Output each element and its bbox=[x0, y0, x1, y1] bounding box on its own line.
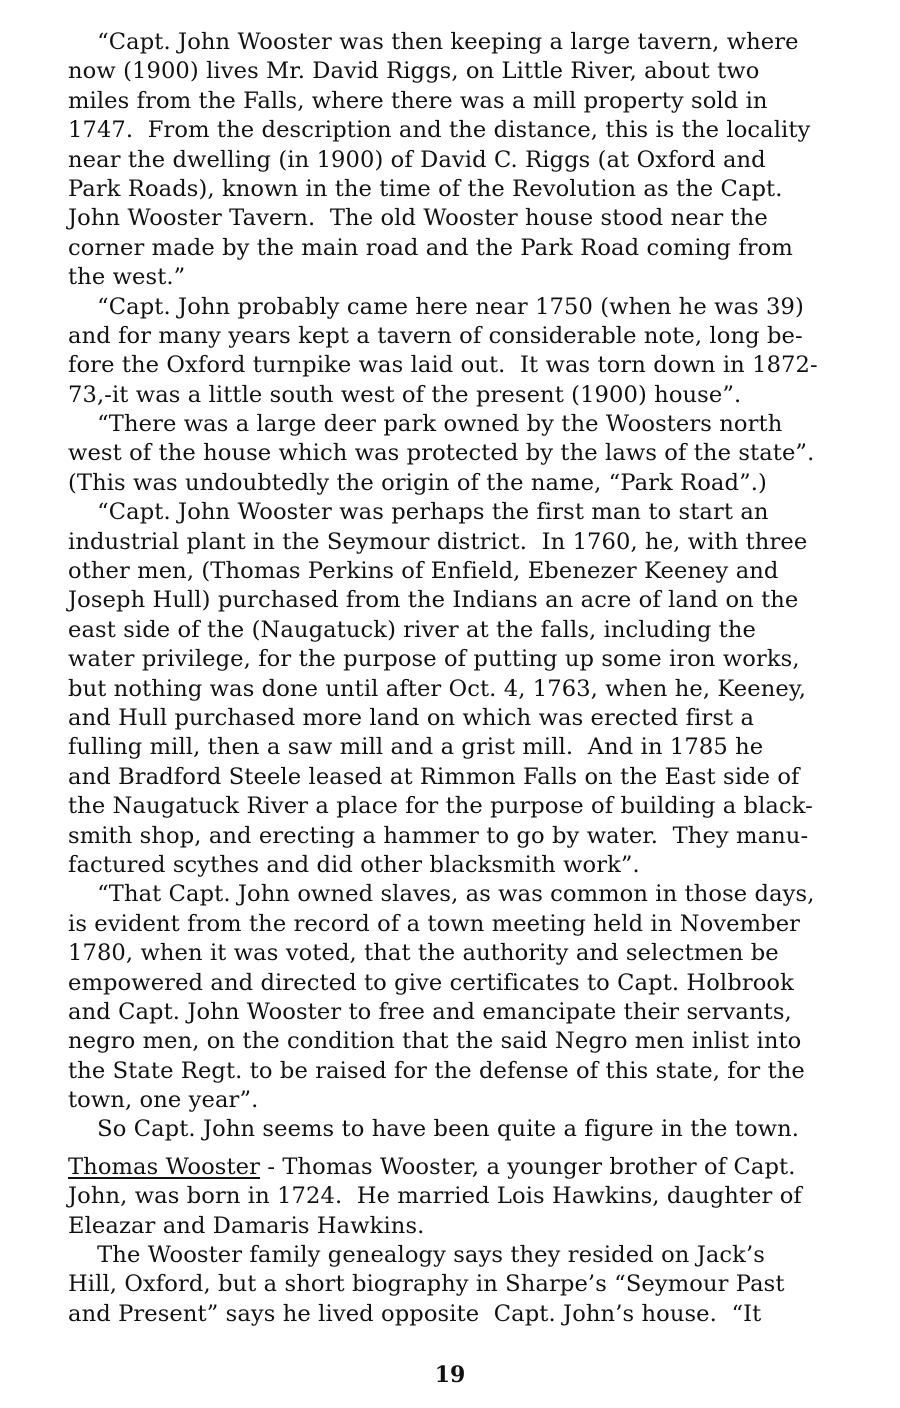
text-line: “Capt. John Wooster was then keeping a large tavern, where bbox=[68, 29, 799, 55]
text-line: “Capt. John Wooster was perhaps the first man to start an bbox=[68, 499, 769, 526]
text-line: 1747. From the description and the distance, this is the locality bbox=[68, 117, 811, 144]
text-line: but nothing was done until after Oct. 4, 1763, when he, Keeney, bbox=[68, 675, 807, 702]
text-line: industrial plant in the Seymour district. In 1760, he, with three bbox=[68, 528, 808, 555]
paragraph bbox=[68, 880, 876, 1115]
text-line: miles from the Falls, where there was a mill property sold in bbox=[68, 87, 768, 114]
text-line: 73,-it was a little south west of the present (1900) house”. bbox=[68, 381, 742, 408]
text-line: The Wooster family genealogy says they resided on Jack’s bbox=[68, 1242, 765, 1269]
paragraph bbox=[68, 1115, 876, 1144]
text-line: the State Regt. to be raised for the defense of this state, for the bbox=[68, 1057, 805, 1084]
text-line: fore the Oxford turnpike was laid out. It was torn down in 1872- bbox=[68, 352, 818, 379]
text-line: Eleazar and Damaris Hawkins. bbox=[68, 1212, 425, 1239]
text-line: “That Capt. John owned slaves, as was common in those days, bbox=[68, 881, 815, 908]
text-line bbox=[68, 1153, 876, 1182]
text-line: now (1900) lives Mr. David Riggs, on Little River, about two bbox=[68, 58, 760, 85]
text-line: and Present” says he lived opposite Capt. John’s house. “It bbox=[68, 1300, 762, 1327]
text-line: (This was undoubtedly the origin of the name, “Park Road”.) bbox=[68, 469, 767, 496]
text-line: east side of the (Naugatuck) river at the falls, including the bbox=[68, 616, 756, 643]
text-line: water privilege, for the purpose of putting up some iron works, bbox=[68, 646, 800, 673]
section-heading: Thomas Wooster bbox=[68, 1153, 261, 1180]
paragraph bbox=[68, 1241, 876, 1329]
text-line: and for many years kept a tavern of considerable note, long be- bbox=[68, 322, 803, 349]
thomas-wooster-section bbox=[68, 1153, 876, 1241]
text-line: John, was born in 1724. He married Lois Hawkins, daughter of bbox=[68, 1183, 802, 1210]
paragraph bbox=[68, 28, 876, 293]
text-line: 1780, when it was voted, that the authority and selectmen be bbox=[68, 940, 779, 967]
text-line: other men, (Thomas Perkins of Enfield, Ebenezer Keeney and bbox=[68, 558, 779, 585]
text-line: “Capt. John probably came here near 1750 (when he was 39) bbox=[68, 293, 804, 320]
text-line: “There was a large deer park owned by the Woosters north bbox=[68, 411, 783, 438]
text-line: near the dwelling (in 1900) of David C. Riggs (at Oxford and bbox=[68, 146, 766, 173]
paragraph bbox=[68, 410, 876, 498]
paragraph bbox=[68, 293, 876, 411]
text-line: empowered and directed to give certificates to Capt. Holbrook bbox=[68, 969, 794, 996]
text-line: smith shop, and erecting a hammer to go by water. They manu- bbox=[68, 822, 809, 849]
text-line: the west.” bbox=[68, 264, 186, 291]
text-line: So Capt. John seems to have been quite a figure in the town. bbox=[68, 1116, 800, 1143]
text-line: the Naugatuck River a place for the purpose of building a black- bbox=[68, 793, 813, 820]
paragraph bbox=[68, 498, 876, 880]
body-text bbox=[68, 28, 876, 1329]
text-line: town, one year”. bbox=[68, 1087, 259, 1114]
text-line: Hill, Oxford, but a short biography in Sharpe’s “Seymour Past bbox=[68, 1271, 785, 1298]
text-line: Park Roads), known in the time of the Revolution as the Capt. bbox=[68, 175, 783, 202]
heading-line-rest: - Thomas Wooster, a younger brother of Capt. bbox=[260, 1153, 796, 1180]
text-line: and Bradford Steele leased at Rimmon Falls on the East side of bbox=[68, 763, 800, 790]
page-number: 19 bbox=[434, 1362, 466, 1388]
text-line: and Hull purchased more land on which was erected first a bbox=[68, 704, 755, 731]
text-line: John Wooster Tavern. The old Wooster house stood near the bbox=[68, 205, 768, 232]
text-line: west of the house which was protected by the laws of the state”. bbox=[68, 440, 815, 467]
text-line: fulling mill, then a saw mill and a grist mill. And in 1785 he bbox=[68, 734, 764, 761]
text-line: negro men, on the condition that the said Negro men inlist into bbox=[68, 1028, 802, 1055]
text-line: and Capt. John Wooster to free and emancipate their servants, bbox=[68, 998, 792, 1025]
text-line: is evident from the record of a town meeting held in November bbox=[68, 910, 801, 937]
text-line: factured scythes and did other blacksmith work”. bbox=[68, 851, 640, 878]
text-line: Joseph Hull) purchased from the Indians an acre of land on the bbox=[68, 587, 799, 614]
section-gap bbox=[68, 1145, 876, 1153]
text-line: corner made by the main road and the Park Road coming from bbox=[68, 234, 793, 261]
